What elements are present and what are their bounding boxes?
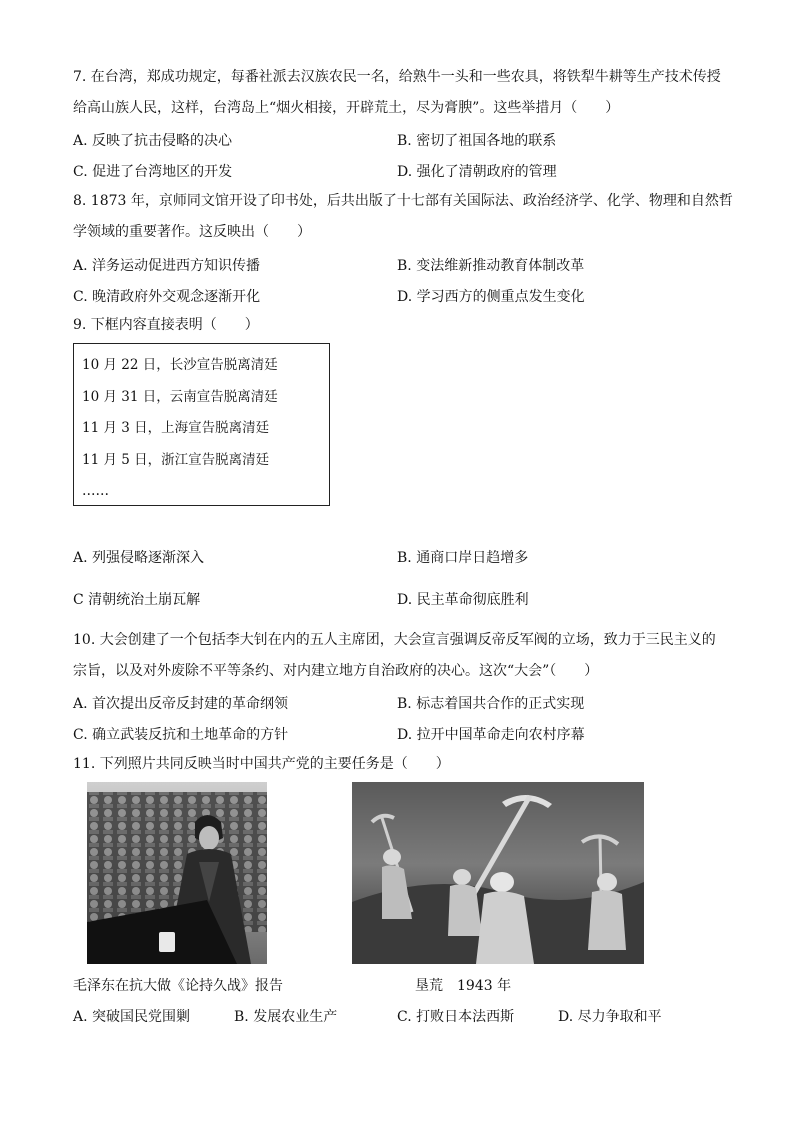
q11-option-a[interactable]: A. 突破国民党围剿 <box>73 1009 191 1025</box>
question-9 <box>73 310 723 341</box>
question-9-stem: 9. 下框内容直接表明（ ） <box>73 317 259 333</box>
question-10 <box>73 625 723 687</box>
photo-land-reclamation <box>352 782 644 964</box>
q10-option-c[interactable]: C. 确立武装反抗和土地革命的方针 <box>73 727 289 743</box>
q10-option-d[interactable]: D. 拉开中国革命走向农村序幕 <box>397 727 585 743</box>
question-11 <box>73 749 723 780</box>
q9-box-row: 10 月 22 日，长沙宣告脱离清廷 <box>82 357 278 373</box>
q8-option-d[interactable]: D. 学习西方的侧重点发生变化 <box>397 289 585 305</box>
question-7-stem-line1: 7. 在台湾，郑成功规定，每番社派去汉族农民一名，给熟牛一头和一些农具，将铁犁牛耕等生产技术传授 <box>73 69 721 85</box>
q9-option-b[interactable]: B. 通商口岸日趋增多 <box>397 550 529 566</box>
q9-option-a[interactable]: A. 列强侵略逐渐深入 <box>73 550 205 566</box>
question-8 <box>73 186 733 248</box>
question-10-stem-line1: 10. 大会创建了一个包括李大钊在内的五人主席团，大会宣言强调反帝反军阀的立场，致力于三民主义的 <box>73 632 716 648</box>
q9-option-c[interactable]: C 清朝统治土崩瓦解 <box>73 592 201 608</box>
q9-option-d[interactable]: D. 民主革命彻底胜利 <box>397 592 529 608</box>
caption-left: 毛泽东在抗大做《论持久战》报告 <box>73 978 283 994</box>
q11-option-b[interactable]: B. 发展农业生产 <box>234 1009 338 1025</box>
q10-option-a[interactable]: A. 首次提出反帝反封建的革命纲领 <box>73 696 289 712</box>
question-7 <box>73 62 723 124</box>
q7-option-b[interactable]: B. 密切了祖国各地的联系 <box>397 133 557 149</box>
question-10-stem-line2: 宗旨，以及对外废除不平等条约、对内建立地方自治政府的决心。这次“大会”（ ） <box>73 663 599 679</box>
question-8-stem-line1: 8. 1873 年，京师同文馆开设了印书处，后共出版了十七部有关国际法、政治经济学、化学、物理和自然哲 <box>73 193 733 209</box>
q11-option-d[interactable]: D. 尽力争取和平 <box>558 1009 662 1025</box>
q9-box-row: 10 月 31 日，云南宣告脱离清廷 <box>82 388 278 405</box>
q7-option-c[interactable]: C. 促进了台湾地区的开发 <box>73 164 233 180</box>
q8-option-a[interactable]: A. 洋务运动促进西方知识传播 <box>73 258 261 274</box>
q9-box-row: 11 月 3 日，上海宣告脱离清廷 <box>82 420 270 436</box>
question-11-stem: 11. 下列照片共同反映当时中国共产党的主要任务是（ ） <box>73 756 450 772</box>
photo-mao-speech-image <box>87 782 267 964</box>
q10-option-b[interactable]: B. 标志着国共合作的正式实现 <box>397 696 585 712</box>
q7-option-d[interactable]: D. 强化了清朝政府的管理 <box>397 164 557 180</box>
q9-content-box <box>73 343 330 506</box>
q11-option-c[interactable]: C. 打败日本法西斯 <box>397 1009 515 1025</box>
photo-land-reclamation-image <box>352 782 644 964</box>
q9-box-row: …… <box>82 483 109 499</box>
question-7-stem-line2: 给高山族人民，这样，台湾岛上“烟火相接，开辟荒土，尽为膏腴”。这些举措月（ ） <box>73 100 620 116</box>
q8-option-c[interactable]: C. 晚清政府外交观念逐渐开化 <box>73 289 261 305</box>
q7-option-a[interactable]: A. 反映了抗击侵略的决心 <box>73 133 233 149</box>
q9-box-row: 11 月 5 日，浙江宣告脱离清廷 <box>82 451 270 468</box>
caption-right: 垦荒 1943 年 <box>415 978 512 994</box>
photo-mao-speech <box>87 782 267 964</box>
question-8-stem-line2: 学领域的重要著作。这反映出（ ） <box>73 224 311 240</box>
q8-option-b[interactable]: B. 变法维新推动教育体制改革 <box>397 258 585 274</box>
